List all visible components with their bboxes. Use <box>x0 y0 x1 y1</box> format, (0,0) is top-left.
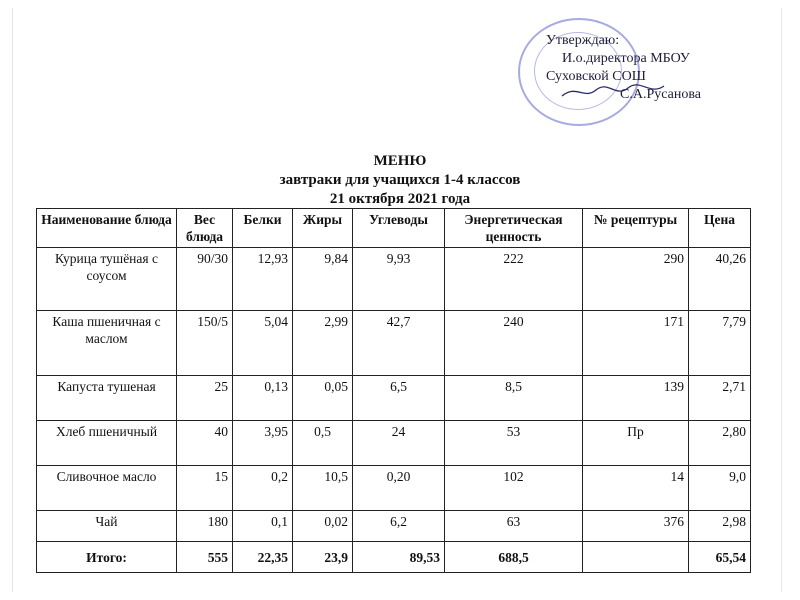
cell-name: Чай <box>37 511 177 542</box>
header-protein: Белки <box>233 209 293 248</box>
table-row <box>37 311 751 376</box>
cell-fat: 0,05 <box>293 376 353 421</box>
table-row <box>37 511 751 542</box>
cell-fat: 2,99 <box>293 311 353 376</box>
cell-recipe: 290 <box>583 248 689 311</box>
cell-weight: 150/5 <box>177 311 233 376</box>
cell-protein: 12,93 <box>233 248 293 311</box>
cell-price: 2,80 <box>689 421 751 466</box>
cell-name: Капуста тушеная <box>37 376 177 421</box>
cell-energy: 53 <box>445 421 583 466</box>
header-energy: Энергетическая ценность <box>445 209 583 248</box>
cell-protein: 3,95 <box>233 421 293 466</box>
cell-protein: 0,2 <box>233 466 293 511</box>
table-row <box>37 421 751 466</box>
cell-carbs: 9,93 <box>353 248 445 311</box>
total-row <box>37 542 751 573</box>
header-weight: Вес блюда <box>177 209 233 248</box>
cell-carbs: 42,7 <box>353 311 445 376</box>
total-protein: 22,35 <box>233 542 293 573</box>
cell-price: 9,0 <box>689 466 751 511</box>
total-label: Итого: <box>37 542 177 573</box>
cell-weight: 25 <box>177 376 233 421</box>
cell-recipe: 14 <box>583 466 689 511</box>
cell-recipe: 139 <box>583 376 689 421</box>
cell-weight: 15 <box>177 466 233 511</box>
header-fat: Жиры <box>293 209 353 248</box>
cell-fat: 9,84 <box>293 248 353 311</box>
approval-line-school: Суховской СОШ <box>546 69 646 84</box>
cell-name: Сливочное масло <box>37 466 177 511</box>
cell-weight: 40 <box>177 421 233 466</box>
cell-recipe: Пр <box>583 421 689 466</box>
cell-carbs: 24 <box>353 421 445 466</box>
cell-recipe: 376 <box>583 511 689 542</box>
cell-weight: 90/30 <box>177 248 233 311</box>
total-price: 65,54 <box>689 542 751 573</box>
cell-name: Каша пшеничная с маслом <box>37 311 177 376</box>
total-energy: 688,5 <box>445 542 583 573</box>
approval-line-position: И.о.директора МБОУ <box>562 51 690 66</box>
header-carbs: Углеводы <box>353 209 445 248</box>
header-recipe: № рецептуры <box>583 209 689 248</box>
cell-carbs: 6,2 <box>353 511 445 542</box>
header-name: Наименование блюда <box>37 209 177 248</box>
cell-weight: 180 <box>177 511 233 542</box>
cell-name: Курица тушёная с соусом <box>37 248 177 311</box>
cell-energy: 8,5 <box>445 376 583 421</box>
table-row <box>37 248 751 311</box>
header-price: Цена <box>689 209 751 248</box>
cell-carbs: 6,5 <box>353 376 445 421</box>
total-carbs: 89,53 <box>353 542 445 573</box>
cell-recipe: 171 <box>583 311 689 376</box>
total-fat: 23,9 <box>293 542 353 573</box>
cell-protein: 0,13 <box>233 376 293 421</box>
cell-fat: 0,02 <box>293 511 353 542</box>
cell-fat: 0,5 <box>293 421 353 466</box>
cell-carbs: 0,20 <box>353 466 445 511</box>
table-row <box>37 466 751 511</box>
menu-title: МЕНЮ <box>373 153 427 169</box>
cell-price: 2,98 <box>689 511 751 542</box>
menu-heading <box>0 152 800 209</box>
cell-fat: 10,5 <box>293 466 353 511</box>
table-row <box>37 376 751 421</box>
cell-price: 7,79 <box>689 311 751 376</box>
cell-energy: 63 <box>445 511 583 542</box>
approval-line-approve: Утверждаю: <box>546 33 620 48</box>
approval-block <box>518 18 718 118</box>
cell-protein: 5,04 <box>233 311 293 376</box>
cell-energy: 222 <box>445 248 583 311</box>
cell-protein: 0,1 <box>233 511 293 542</box>
menu-date: 21 октября 2021 года <box>329 191 471 207</box>
signature-scribble <box>558 80 668 102</box>
cell-energy: 240 <box>445 311 583 376</box>
cell-name: Хлеб пшеничный <box>37 421 177 466</box>
cell-energy: 102 <box>445 466 583 511</box>
table-header-row <box>37 209 751 248</box>
total-weight: 555 <box>177 542 233 573</box>
menu-table <box>36 208 751 573</box>
cell-price: 40,26 <box>689 248 751 311</box>
total-recipe <box>583 542 689 573</box>
menu-subtitle: завтраки для учащихся 1-4 классов <box>279 172 521 188</box>
cell-price: 2,71 <box>689 376 751 421</box>
approval-line-signer: С.А.Русанова <box>620 87 701 102</box>
